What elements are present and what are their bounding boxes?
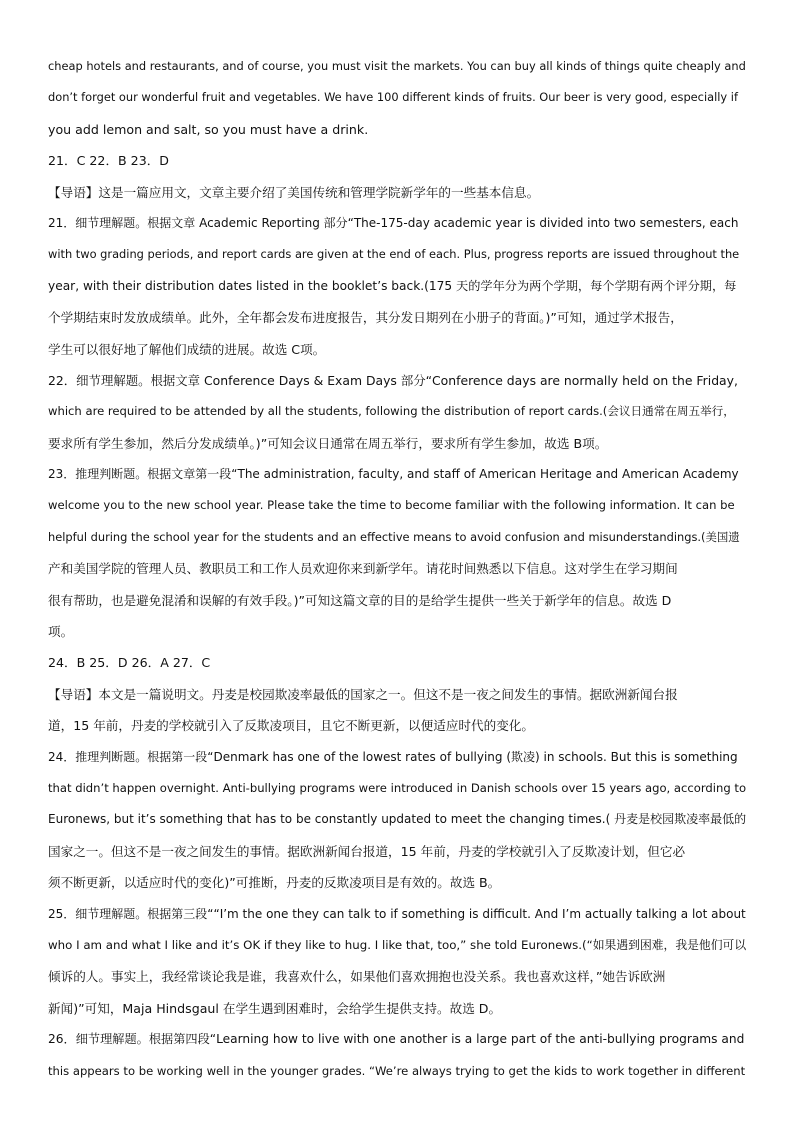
text-line: don’t forget our wonderful fruit and vegetables. We have 100 different kinds of fruits. Our beer is very good, especially if bbox=[48, 90, 738, 105]
text-line: 很有帮助，也是避免混淆和误解的有效手段。)”可知这篇文章的目的是给学生提供一些关于新学年的信息。故选 D bbox=[48, 592, 672, 608]
text-line: 26．细节理解题。根据第四段“Learning how to live with one another is a large part of the anti-bullying programs and bbox=[48, 1032, 745, 1047]
text-line: which are required to be attended by all the students, following the distribution of report cards.(会议日通常在周五举行， bbox=[48, 404, 735, 419]
text-line: that didn’t happen overnight. Anti-bullying programs were introduced in Danish schools over 15 years ago, according to bbox=[48, 780, 746, 795]
text-line: who I am and what I like and it’s OK if they like to hug. I like that, too,” she told Euronews.(“如果遇到困难，我是他们可以 bbox=[48, 937, 746, 952]
text-line: year, with their distribution dates listed in the booklet’s back.(175 天的学年分为两个学期，每个学期有两个评分期，每 bbox=[48, 278, 737, 293]
text-line: 24．B 25．D 26．A 27．C bbox=[48, 655, 211, 671]
text-line: 22．细节理解题。根据文章 Conference Days & Exam Days 部分“Conference days are normally held on the Friday, bbox=[48, 372, 738, 388]
text-line: 【导语】这是一篇应用文，文章主要介绍了美国传统和管理学院新学年的一些基本信息。 bbox=[48, 184, 540, 200]
text-line: 新闻)”可知，Maja Hindsgaul 在学生遇到困难时，会给学生提供支持。故选 D。 bbox=[48, 1000, 502, 1016]
text-line: 须不断更新，以适应时代的变化)”可推断，丹麦的反欺凌项目是有效的。故选 B。 bbox=[48, 875, 501, 891]
text-line: 23．推理判断题。根据文章第一段“The administration, faculty, and staff of American Heritage and American Academy bbox=[48, 467, 739, 482]
text-line: 24．推理判断题。根据第一段“Denmark has one of the lowest rates of bullying (欺凌) in schools. But this is something bbox=[48, 749, 738, 764]
text-line: cheap hotels and restaurants, and of course, you must visit the markets. You can buy all kinds of things quite cheaply and bbox=[48, 59, 746, 73]
text-line: 21．细节理解题。根据文章 Academic Reporting 部分“The-175-day academic year is divided into two semesters, each bbox=[48, 215, 739, 230]
text-line: 要求所有学生参加，然后分发成绩单。)”可知会议日通常在周五举行，要求所有学生参加，故选 B项。 bbox=[48, 435, 608, 451]
text-line: 产和美国学院的管理人员、教职员工和工作人员欢迎你来到新学年。请花时间熟悉以下信息。这对学生在学习期间 bbox=[48, 561, 678, 577]
text-line: 个学期结束时发放成绩单。此外，全年都会发布进度报告，其分发日期列在小册子的背面。)”可知，通过学术报告， bbox=[48, 310, 683, 326]
text-line: helpful during the school year for the students and an effective means to avoid confusion and misunderstandings.(美国遗 bbox=[48, 529, 740, 544]
text-line: 项。 bbox=[48, 624, 74, 640]
text-line: 道，15 年前，丹麦的学校就引入了反欺凌项目，且它不断更新，以便适应时代的变化。 bbox=[48, 718, 534, 734]
text-line: 倾诉的人。事实上，我经常谈论我是谁，我喜欢什么，如果他们喜欢拥抱也没关系。我也喜欢这样，”她告诉欧洲 bbox=[48, 969, 666, 985]
text-line: 21．C 22．B 23．D bbox=[48, 153, 169, 169]
text-line: 学生可以很好地了解他们成绩的进展。故选 C项。 bbox=[48, 341, 326, 357]
text-line: this appears to be working well in the younger grades. “We’re always trying to get the kids to work together in different bbox=[48, 1063, 746, 1078]
text-line: with two grading periods, and report cards are given at the end of each. Plus, progress reports are issued throughout the bbox=[48, 247, 740, 262]
text-line: Euronews, but it’s something that has to be constantly updated to meet the changing times.( 丹麦是校园欺凌率最低的 bbox=[48, 812, 746, 827]
text-line: you add lemon and salt, so you must have a drink. bbox=[48, 121, 369, 137]
text-line: 【导语】本文是一篇说明文。丹麦是校园欺凌率最低的国家之一。但这不是一夜之间发生的事情。据欧洲新闻台报 bbox=[48, 686, 678, 702]
text-line: welcome you to the new school year. Please take the time to become familiar with the following information. It can be bbox=[48, 498, 735, 513]
text-line: 国家之一。但这不是一夜之间发生的事情。据欧洲新闻台报道，15 年前，丹麦的学校就引入了反欺凌计划，但它必 bbox=[48, 843, 686, 859]
text-line: 25．细节理解题。根据第三段““I’m the one they can talk to if something is difficult. And I’m actually talking a lot about bbox=[48, 906, 746, 921]
